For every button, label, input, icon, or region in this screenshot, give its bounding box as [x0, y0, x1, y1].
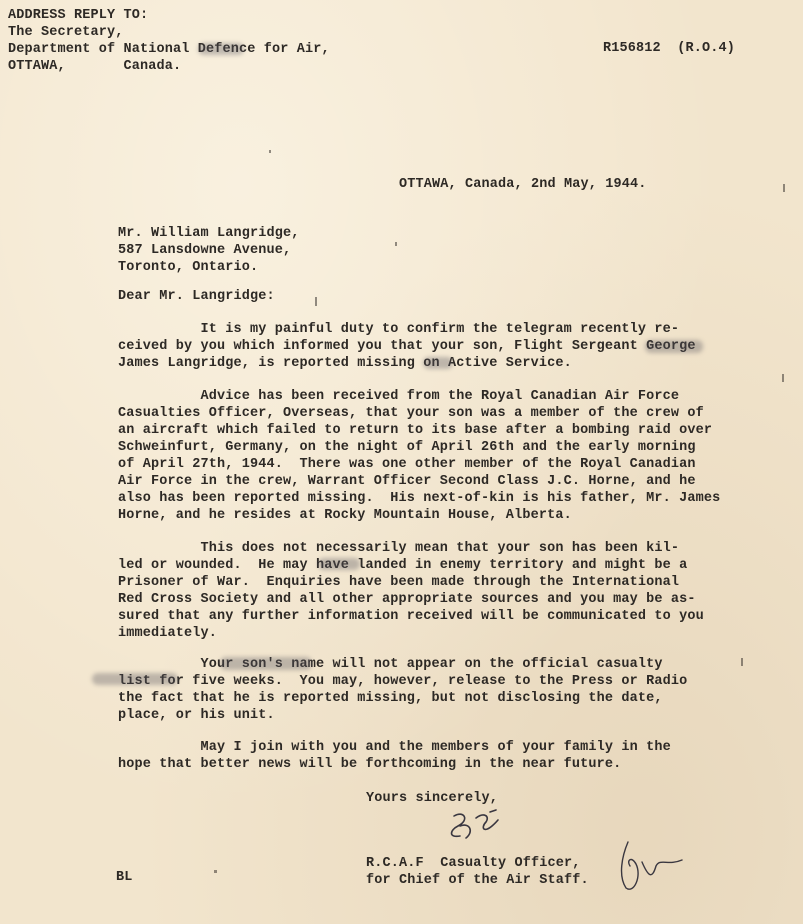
p3-line-3: Prisoner of War. Enquiries have been made through the International [118, 575, 680, 590]
p4-line-1: Your son's name will not appear on the official casualty [118, 657, 663, 672]
ink-smudge [92, 673, 178, 685]
p5-line-1: May I join with you and the members of your family in the [118, 740, 671, 755]
paper-mark [395, 242, 397, 246]
typist-initials: BL [116, 870, 133, 885]
p1-line-3: James Langridge, is reported missing on Active Service. [118, 356, 572, 371]
p3-line-1: This does not necessarily mean that your son has been kil- [118, 541, 680, 556]
p2-line-6: Air Force in the crew, Warrant Officer Second Class J.C. Horne, and he [118, 474, 696, 489]
p2-line-3: an aircraft which failed to return to its base after a bombing raid over [118, 423, 713, 438]
p2-line-7: also has been reported missing. His next-of-kin is his father, Mr. James [118, 491, 721, 506]
handwritten-signature [440, 808, 510, 848]
recipient-line-1: Mr. William Langridge, [118, 226, 300, 241]
paper-mark [214, 870, 217, 873]
p3-line-4: Red Cross Society and all other appropriate sources and you may be as- [118, 592, 696, 607]
salutation: Dear Mr. Langridge: [118, 289, 275, 304]
date-line: OTTAWA, Canada, 2nd May, 1944. [399, 177, 647, 192]
address-line-3: Department of National Defence for Air, [8, 42, 330, 57]
paper-mark [741, 658, 743, 666]
ink-smudge [645, 340, 703, 353]
file-reference: R156812 (R.O.4) [603, 41, 736, 56]
p3-line-2: led or wounded. He may have landed in enemy territory and might be a [118, 558, 688, 573]
p4-line-2: list for five weeks. You may, however, release to the Press or Radio [118, 674, 688, 689]
p3-line-5: sured that any further information received will be communicated to you [118, 609, 704, 624]
p2-line-1: Advice has been received from the Royal Canadian Air Force [118, 389, 680, 404]
paper-mark [269, 150, 271, 153]
signature-title-line-1: R.C.A.F Casualty Officer, [366, 856, 581, 871]
p1-line-2: ceived by you which informed you that your son, Flight Sergeant George [118, 339, 696, 354]
recipient-line-2: 587 Lansdowne Avenue, [118, 243, 292, 258]
ink-smudge [198, 43, 244, 55]
p1-line-1: It is my painful duty to confirm the telegram recently re- [118, 322, 680, 337]
paper-mark [782, 374, 784, 382]
recipient-line-3: Toronto, Ontario. [118, 260, 259, 275]
p2-line-4: Schweinfurt, Germany, on the night of April 26th and the early morning [118, 440, 696, 455]
address-line-2: The Secretary, [8, 25, 124, 40]
signature-title-line-2: for Chief of the Air Staff. [366, 873, 589, 888]
ink-smudge [423, 357, 453, 369]
handwritten-initials [612, 836, 692, 896]
closing: Yours sincerely, [366, 791, 499, 806]
p3-line-6: immediately. [118, 626, 218, 641]
p2-line-5: of April 27th, 1944. There was one other member of the Royal Canadian [118, 457, 696, 472]
ink-smudge [220, 657, 312, 670]
address-line-1: ADDRESS REPLY TO: [8, 8, 149, 23]
p5-line-2: hope that better news will be forthcoming in the near future. [118, 757, 622, 772]
p2-line-8: Horne, and he resides at Rocky Mountain House, Alberta. [118, 508, 572, 523]
p2-line-2: Casualties Officer, Overseas, that your son was a member of the crew of [118, 406, 704, 421]
p4-line-3: the fact that he is reported missing, but not disclosing the date, [118, 691, 663, 706]
p4-line-4: place, or his unit. [118, 708, 275, 723]
paper-mark [315, 297, 317, 306]
ink-smudge [318, 558, 360, 570]
paper-mark [783, 184, 785, 192]
address-line-4: OTTAWA, Canada. [8, 59, 182, 74]
